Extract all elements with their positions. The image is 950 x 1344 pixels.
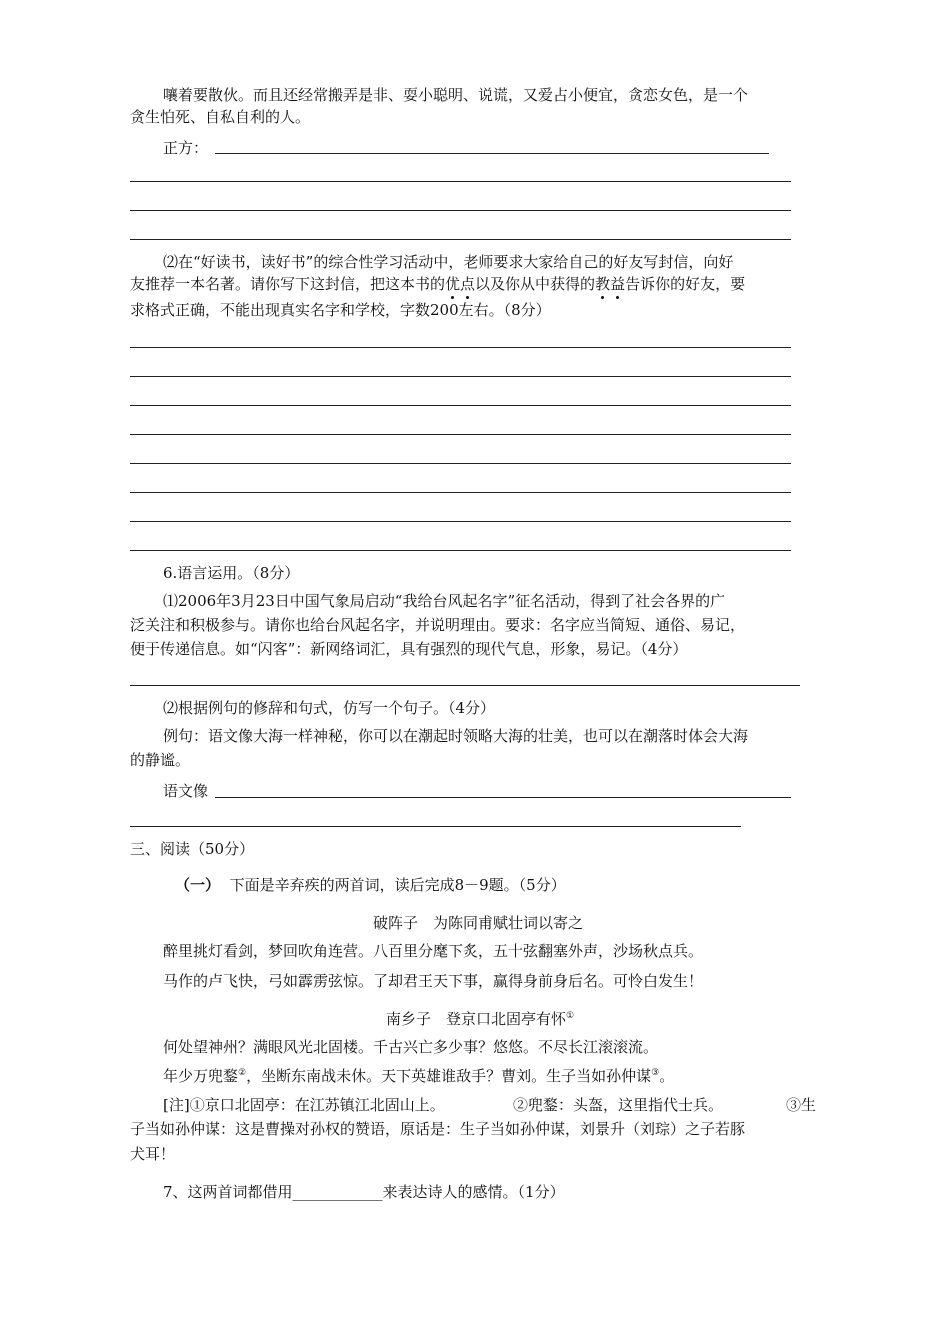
- notes-line-2: 子当如孙仲谋：这是曹操对孙权的赞语，原话是：生子当如孙仲谋，刘景升（刘琮）之子若豚: [130, 1120, 746, 1138]
- zhengfang-label: 正方：: [163, 139, 209, 157]
- notes-line-1c: ③生: [786, 1096, 817, 1114]
- answer-line[interactable]: [130, 521, 791, 522]
- emphasis-char: 点: [460, 275, 476, 293]
- q6-2-line-1: ⑵根据例句的修辞和句式，仿写一个句子。（4分）: [163, 699, 496, 717]
- answer-line[interactable]: [130, 210, 791, 211]
- answer-line[interactable]: [130, 550, 791, 551]
- answer-line[interactable]: [130, 434, 791, 435]
- poem-2-line-2: [163, 1065, 674, 1087]
- answer-line[interactable]: [130, 239, 791, 240]
- poem-1-line-2: 马作的卢飞快，弓如霹雳弦惊。了却君王天下事，赢得身前身后名。可怜白发生！: [163, 972, 704, 990]
- notes-line-1a: [注]①京口北固亭：在江苏镇江北固山上。: [163, 1096, 445, 1114]
- answer-line[interactable]: [215, 797, 791, 798]
- passage-line-1: 嚷着要散伙。而且还经常搬弄是非、耍小聪明、说谎，又爱占小便宜，贪恋女色，是一个: [163, 86, 749, 104]
- sub-text: 下面是辛弃疾的两首词，读后完成8－9题。（5分）: [229, 876, 566, 894]
- answer-line[interactable]: [130, 405, 791, 406]
- q5-2-line-2: [130, 273, 745, 295]
- q5-2-line-1: ⑵在“好读书，读好书”的综合性学习活动中，老师要求大家给自己的好友写封信，向好: [163, 253, 734, 271]
- poem-2-text: 年少万兜鍪: [163, 1067, 239, 1085]
- q6-1-line-3: 便于传递信息。如“闪客”：新网络词汇，具有强烈的现代气息，形象，易记。（4分）: [130, 640, 688, 658]
- section-3-sub: [175, 874, 566, 896]
- q5-2-line-3: 求格式正确，不能出现真实名字和学校，字数200左右。（8分）: [130, 301, 551, 319]
- answer-line[interactable]: [215, 153, 769, 154]
- emphasis-char: 教: [595, 275, 611, 293]
- answer-line[interactable]: [130, 347, 791, 348]
- footnote-mark: ②: [238, 1068, 247, 1078]
- q7-text: 来表达诗人的感情。（1分）: [382, 1183, 565, 1201]
- q7-blank[interactable]: ____________: [292, 1183, 383, 1201]
- footnote-mark: ③: [651, 1068, 660, 1078]
- poem-2-title: [386, 1008, 574, 1030]
- poem-2-text: ，坐断东南战未休。天下英雄谁敌手？曹刘。生子当如孙仲谋: [246, 1067, 652, 1085]
- sub-label: （一）: [175, 876, 221, 894]
- q5-2-text: 友推荐一本名著。请你写下这封信，把这本书的: [130, 275, 446, 293]
- q5-2-text: 告诉你的好友，要: [625, 275, 746, 293]
- q6-example-line-2: 的静谧。: [130, 751, 191, 769]
- answer-line[interactable]: [130, 463, 791, 464]
- answer-line[interactable]: [130, 492, 791, 493]
- passage-line-2: 贪生怕死、自私自利的人。: [130, 108, 311, 126]
- poem-1-line-1: 醉里挑灯看剑，梦回吹角连营。八百里分麾下炙，五十弦翻塞外声，沙场秋点兵。: [163, 942, 704, 960]
- answer-line[interactable]: [130, 181, 791, 182]
- q6-heading: 6.语言运用。（8分）: [163, 564, 300, 582]
- answer-line[interactable]: [130, 826, 741, 827]
- emphasis-char: 益: [610, 275, 626, 293]
- notes-line-1b: ②兜鍪：头盔，这里指代士兵。: [513, 1096, 724, 1114]
- emphasis-char: 优: [445, 275, 461, 293]
- q5-2-text: 以及你从中获得的: [475, 275, 596, 293]
- notes-line-3: 犬耳！: [130, 1145, 176, 1163]
- footnote-mark: ①: [566, 1011, 575, 1021]
- q7: [163, 1181, 565, 1203]
- poem-2-text: 。: [659, 1067, 675, 1085]
- q6-answer-prefix: 语文像: [163, 782, 209, 800]
- q6-1-line-1: ⑴2006年3月23日中国气象局启动“我给台风起名字”征名活动，得到了社会各界的广: [163, 592, 726, 610]
- q6-1-line-2: 泛关注和积极参与。请你也给台风起名字，并说明理由。要求：名字应当简短、通俗、易记，: [130, 616, 746, 634]
- poem-2-title-text: 南乡子 登京口北固亭有怀: [386, 1010, 567, 1028]
- poem-1-title: 破阵子 为陈同甫赋壮词以寄之: [373, 914, 584, 932]
- section-3-heading: 三、阅读（50分）: [130, 840, 255, 858]
- q6-example-line-1: 例句：语文像大海一样神秘，你可以在潮起时领略大海的壮美，也可以在潮落时体会大海: [163, 727, 749, 745]
- q7-text: 7、这两首词都借用: [163, 1183, 293, 1201]
- answer-line[interactable]: [130, 376, 791, 377]
- answer-line[interactable]: [130, 685, 800, 686]
- poem-2-line-1: 何处望神州？满眼风光北固楼。千古兴亡多少事？悠悠。不尽长江滚滚流。: [163, 1038, 659, 1056]
